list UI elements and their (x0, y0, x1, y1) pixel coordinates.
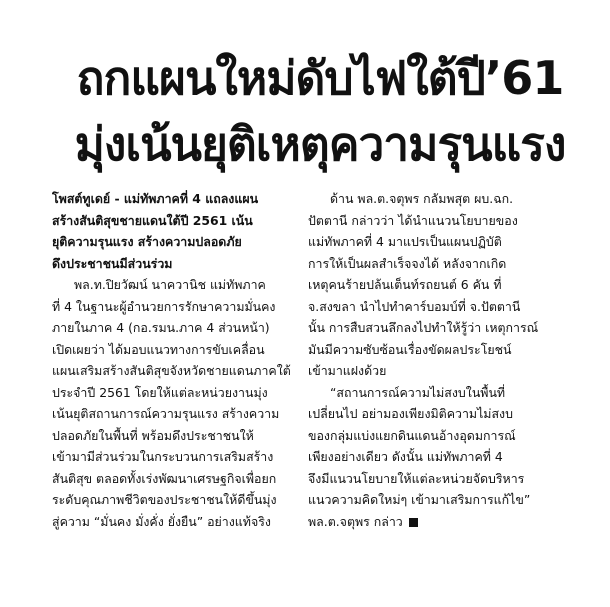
body-line: สู่ความ “มั่นคง มั่งคั่ง ยั่งยืน” อย่างแท้จริง (52, 513, 271, 529)
body-line: ของกลุ่มแบ่งแยกดินแดนอ้างอุดมการณ์ (308, 427, 516, 443)
body-line: เปิดเผยว่า ได้มอบแนวทางการขับเคลื่อน (52, 341, 265, 357)
closing-line (308, 511, 576, 533)
right-column (308, 188, 576, 532)
closing-text: พล.ต.จตุพร กล่าว (308, 513, 403, 529)
body-line: เหตุคนร้ายปล้นเต็นท์รถยนต์ 6 คัน ที่ (308, 277, 502, 292)
body-line: ระดับคุณภาพชีวิตของประชาชนให้ดีขึ้นมุ่ง (52, 492, 277, 507)
left-column (52, 188, 320, 532)
body-line: ประจำปี 2561 โดยให้แต่ละหน่วยงานมุ่ง (52, 384, 268, 400)
body-paragraph (52, 274, 320, 532)
body-line: จึงมีแนวนโยบายให้แต่ละหน่วยจัดบริหาร (308, 470, 525, 486)
body-line: พล.ท.ปิยวัฒน์ นาควานิช แม่ทัพภาค (74, 277, 266, 292)
body-line: เพียงอย่างเดียว ดังนั้น แม่ทัพภาคที่ 4 (308, 449, 503, 464)
lead-line: โพสต์ทูเดย์ - แม่ทัพภาคที่ 4 แถลงแผน (52, 191, 259, 206)
headline-line-2: มุ่งเน้นยุติเหตุความรุนแรง (74, 117, 566, 171)
body-line: แนวความคิดใหม่ๆ เข้ามาเสริมการแก้ไข” (308, 492, 531, 507)
body-line: ภายในภาค 4 (กอ.รมน.ภาค 4 ส่วนหน้า) (52, 320, 270, 335)
body-line: ปลอดภัยในพื้นที่ พร้อมดึงประชาชนให้ (52, 427, 254, 443)
body-line: การให้เป็นผลสำเร็จจงได้ หลังจากเกิด (308, 255, 507, 271)
lead-paragraph (52, 188, 320, 274)
body-line: มันมีความซับซ้อนเรื่องขัดผลประโยชน์ (308, 341, 512, 357)
lead-line: ดึงประชาชนมีส่วนร่วม (52, 255, 173, 271)
body-paragraph-1 (308, 188, 576, 382)
body-line: เข้ามามีส่วนร่วมในกระบวนการเสริมสร้าง (52, 449, 274, 464)
body-line: แผนเสริมสร้างสันติสุขจังหวัดชายแดนภาคใต้ (52, 363, 291, 378)
body-paragraph-2 (308, 382, 576, 533)
body-line: สันติสุข ตลอดทั้งเร่งพัฒนาเศรษฐกิจเพื่อยก (52, 470, 277, 486)
headline-line-1: ถกแผนใหม่ดับไฟใต้ปี’61 (76, 51, 564, 105)
lead-line: ยุติความรุนแรง สร้างความปลอดภัย (52, 234, 242, 249)
body-line: “สถานการณ์ความไม่สงบในพื้นที่ (330, 384, 506, 400)
body-line: ที่ 4 ในฐานะผู้อำนวยการรักษาความมั่นคง (52, 298, 276, 314)
body-line: ด้าน พล.ต.จตุพร กลัมพสุต ผบ.ฉก. (330, 191, 514, 206)
lead-line: สร้างสันติสุขชายแดนใต้ปี 2561 เน้น (52, 212, 253, 228)
body-line: จ.สงขลา นำไปทำคาร์บอมบ์ที่ จ.ปัตตานี (308, 298, 521, 314)
body-line: เปลี่ยนไป อย่ามองเพียงมิติความไม่สงบ (308, 406, 513, 421)
end-of-article-square-icon (409, 518, 418, 527)
body-line: เข้ามาแฝงด้วย (308, 363, 387, 378)
body-line: นั้น การสืบสวนลึกลงไปทำให้รู้ว่า เหตุการณ์ (308, 320, 539, 335)
body-line: แม่ทัพภาคที่ 4 มาแปรเป็นแผนปฏิบัติ (308, 234, 502, 249)
body-line: เน้นยุติสถานการณ์ความรุนแรง สร้างความ (52, 406, 280, 421)
body-line: ปัตตานี กล่าวว่า ได้นำแนวนโยบายของ (308, 212, 518, 228)
